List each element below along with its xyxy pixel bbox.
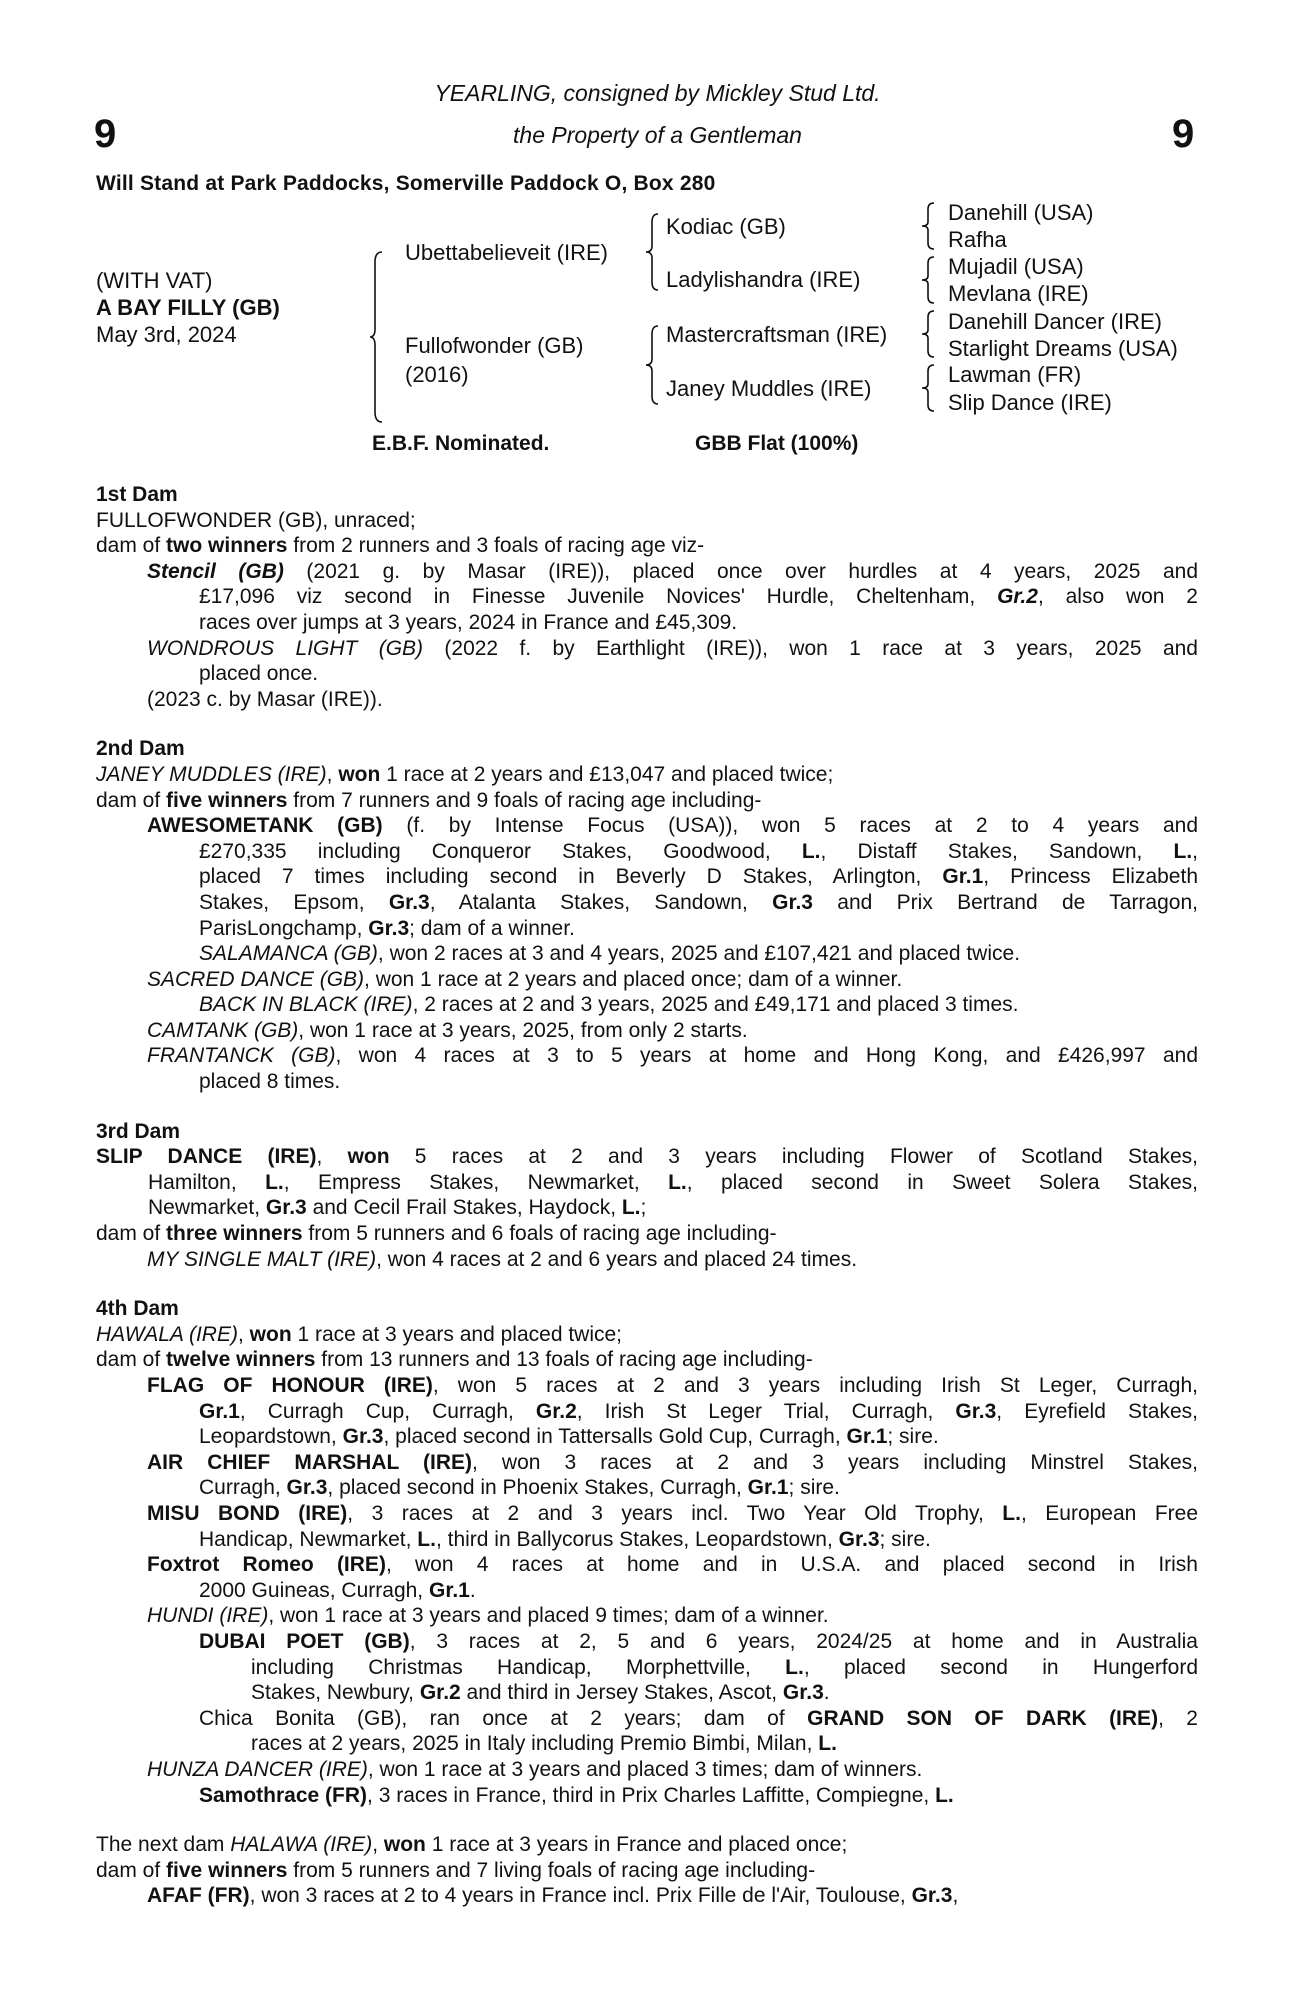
text-line (147, 1883, 1198, 1909)
text-line (147, 687, 1198, 713)
text-run: , 2 races at 2 and 3 years, 2025 and £49,171 and placed 3 times. (412, 993, 1019, 1017)
emphasis-text: Gr.3 (955, 1399, 997, 1423)
text-run: , (316, 1145, 348, 1169)
text-run: FULLOFWONDER (GB), unraced; (96, 508, 416, 532)
emphasis-text: Gr.2 (535, 1399, 577, 1423)
produce-entry (96, 1018, 1198, 1044)
text-run: , (326, 762, 339, 786)
text-line (96, 762, 1198, 788)
text-line (147, 890, 1198, 916)
text-run: 5 races at 2 and 3 years including Flower of Scotland Stakes, (389, 1145, 1199, 1169)
text-run: Stakes, Epsom, (199, 890, 389, 914)
text-run: placed 7 times including second in Beverly D Stakes, Arlington, (199, 865, 943, 889)
text-line (147, 813, 1198, 839)
produce-entry (96, 1603, 1198, 1629)
emphasis-text: Gr.1 (747, 1476, 789, 1500)
text-run: dam of (96, 534, 167, 558)
section-heading: 2nd Dam (96, 737, 185, 761)
text-line (147, 1552, 1198, 1578)
text-line (147, 1527, 1198, 1553)
emphasis-text: MY SINGLE MALT (IRE) (147, 1247, 377, 1271)
emphasis-text: Foxtrot Romeo (IRE) (147, 1553, 386, 1577)
emphasis-text: L. (668, 1170, 687, 1194)
emphasis-text: Gr.3 (911, 1884, 953, 1908)
text-run: ; sire. (879, 1527, 931, 1551)
text-run: races at 2 years, 2025 in Italy including Premio Bimbi, Milan, (251, 1732, 819, 1756)
emphasis-text: Gr.3 (265, 1196, 307, 1220)
text-run: , (372, 1833, 384, 1857)
text-run: £17,096 viz second in Finesse Juvenile Novices' Hurdle, Cheltenham, (199, 585, 998, 609)
emphasis-text: three winners (166, 1222, 303, 1246)
ancestor-g3: Danehill Dancer (IRE) (948, 309, 1162, 334)
dam-dam: Janey Muddles (IRE) (666, 376, 872, 401)
text-run: Curragh, (199, 1476, 287, 1500)
produce-entry (96, 1552, 1198, 1603)
text-run: , won 3 races at 2 to 4 years in France incl. Prix Fille de l'Air, Toulouse, (249, 1884, 912, 1908)
text-run: , 3 races at 2, 5 and 6 years, 2024/25 at home and in Australia (409, 1629, 1198, 1653)
text-run: , won 4 races at 3 to 5 years at home and Hong Kong, and £426,997 and (335, 1044, 1198, 1068)
emphasis-text: Gr.1 (428, 1578, 470, 1602)
produce-entry (96, 1373, 1198, 1450)
emphasis-text: two winners (166, 534, 288, 558)
text-run: Handicap, Newmarket, (199, 1527, 418, 1551)
emphasis-text: AIR CHIEF MARSHAL (IRE) (147, 1450, 473, 1474)
text-run: placed 8 times. (199, 1070, 341, 1094)
produce-entry (96, 1783, 1198, 1809)
text-line (199, 1680, 1198, 1706)
lot-number-right: 9 (1172, 112, 1195, 156)
emphasis-text: AFAF (FR) (147, 1884, 250, 1908)
text-line (147, 967, 1198, 993)
text-run: Leopardstown, (199, 1425, 343, 1449)
text-run: The next dam (96, 1833, 231, 1857)
text-run: , placed second in Tattersalls Gold Cup, Curragh, (383, 1425, 847, 1449)
text-line (199, 992, 1198, 1018)
emphasis-text: Gr.3 (342, 1425, 384, 1449)
brace-sire (646, 214, 658, 290)
produce-entry (96, 636, 1198, 687)
dam: Fullofwonder (GB) (405, 333, 584, 358)
text-line (96, 1858, 1198, 1884)
produce-entry (96, 941, 1198, 967)
emphasis-text: Gr.3 (368, 916, 410, 940)
text-run: 1 race at 3 years in France and placed once; (425, 1833, 848, 1857)
produce-entry (96, 1629, 1198, 1706)
sire-sire: Kodiac (GB) (666, 214, 786, 239)
text-run: from 7 runners and 9 foals of racing age including- (287, 788, 762, 812)
emphasis-text: L. (1173, 839, 1193, 863)
text-line (96, 1144, 1198, 1170)
section-heading: 4th Dam (96, 1297, 179, 1321)
emphasis-text: HAWALA (IRE) (96, 1322, 238, 1346)
emphasis-text: SLIP DANCE (IRE) (96, 1145, 317, 1169)
vat-note: (WITH VAT) (96, 268, 213, 293)
brace-g3-1 (922, 203, 934, 249)
emphasis-text: five winners (166, 788, 288, 812)
text-run: , won 1 race at 3 years and placed 9 times; dam of a winner. (268, 1604, 829, 1628)
text-line (199, 1706, 1198, 1732)
emphasis-text: HUNZA DANCER (IRE) (147, 1757, 368, 1781)
text-run: from 13 runners and 13 foals of racing age including- (315, 1348, 813, 1372)
produce-entry (96, 967, 1198, 993)
produce-entry (96, 508, 1198, 534)
text-line (96, 1322, 1198, 1348)
text-line (147, 1603, 1198, 1629)
emphasis-text: JANEY MUDDLES (IRE) (96, 762, 327, 786)
text-run: , 2 (1158, 1706, 1198, 1730)
text-line (199, 1783, 1198, 1809)
emphasis-text: DUBAI POET (GB) (199, 1629, 410, 1653)
text-run: , Empress Stakes, Newmarket, (283, 1170, 669, 1194)
dam-sire: Mastercraftsman (IRE) (666, 322, 888, 347)
text-run: , won 4 races at 2 and 6 years and placed 24 times. (376, 1247, 858, 1271)
produce-entry (96, 788, 1198, 814)
produce-entry (96, 813, 1198, 941)
text-run: (2021 g. by Masar (IRE)), placed once over hurdles at 4 years, 2025 and (283, 559, 1199, 583)
emphasis-text: L. (801, 839, 821, 863)
ancestor-g3: Danehill (USA) (948, 200, 1094, 225)
emphasis-text: Gr.3 (388, 890, 430, 914)
stand-location: Will Stand at Park Paddocks, Somerville Paddock O, Box 280 (96, 172, 716, 195)
produce-entry (96, 1347, 1198, 1373)
text-line (147, 661, 1198, 687)
emphasis-text: HUNDI (IRE) (147, 1604, 269, 1628)
ancestor-g3: Lawman (FR) (948, 362, 1082, 387)
text-line (147, 1424, 1198, 1450)
lot-number-left: 9 (94, 112, 117, 156)
text-line (96, 1195, 1198, 1221)
text-run: , placed second in Phoenix Stakes, Curragh, (327, 1476, 748, 1500)
text-run: , 3 races in France, third in Prix Charles Laffitte, Compiegne, (367, 1783, 936, 1807)
produce-entry (96, 1883, 1198, 1909)
dam-section (96, 1832, 1198, 1909)
produce-record (96, 482, 1198, 1933)
text-run: Newmarket, (148, 1196, 266, 1220)
dam-section (96, 482, 1198, 712)
text-run: , won 1 race at 2 years and placed once; dam of a winner. (364, 967, 903, 991)
text-run: (f. by Intense Focus (USA)), won 5 races at 2 to 4 years and (382, 814, 1198, 838)
text-run: from 2 runners and 3 foals of racing age viz- (287, 534, 705, 558)
emphasis-text: GRAND SON OF DARK (IRE) (807, 1706, 1159, 1730)
produce-entry (96, 533, 1198, 559)
emphasis-text: Gr.3 (286, 1476, 328, 1500)
emphasis-text: Samothrace (FR) (199, 1783, 368, 1807)
text-run: , Atalanta Stakes, Sandown, (429, 890, 773, 914)
text-line (147, 864, 1198, 890)
text-run: , won 2 races at 3 and 4 years, 2025 and £107,421 and placed twice. (377, 942, 1021, 966)
text-line (147, 584, 1198, 610)
emphasis-text: Stencil (GB) (147, 559, 284, 583)
text-line (96, 508, 1198, 534)
text-line (147, 1069, 1198, 1095)
emphasis-text: CAMTANK (GB) (147, 1018, 299, 1042)
emphasis-text: L. (1002, 1501, 1021, 1525)
produce-entry (96, 1144, 1198, 1221)
text-run: , won 5 races at 2 and 3 years including Irish St Leger, Curragh, (432, 1374, 1198, 1397)
sire-dam: Ladylishandra (IRE) (666, 267, 861, 292)
brace-dam (646, 326, 658, 404)
emphasis-text: MISU BOND (IRE) (147, 1501, 348, 1525)
emphasis-text: BACK IN BLACK (IRE) (199, 993, 413, 1017)
text-run: , placed second in Sweet Solera Stakes, (686, 1170, 1199, 1194)
text-run: and Cecil Frail Stakes, Haydock, (306, 1196, 622, 1220)
emphasis-text: twelve winners (166, 1348, 316, 1372)
text-run: ; (640, 1196, 647, 1220)
text-run: , Princess Elizabeth (983, 865, 1198, 889)
gbb-flat: GBB Flat (100%) (695, 432, 859, 455)
emphasis-text: FLAG OF HONOUR (IRE) (147, 1374, 433, 1397)
text-run: , Distaff Stakes, Sandown, (820, 839, 1174, 863)
text-line (147, 839, 1198, 865)
text-run: 1 race at 2 years and £13,047 and placed twice; (380, 762, 834, 786)
text-line (147, 1757, 1198, 1783)
produce-entry (96, 1322, 1198, 1348)
text-run: , European Free (1020, 1501, 1198, 1525)
produce-entry (96, 1858, 1198, 1884)
text-run: dam of (96, 1222, 167, 1246)
text-run: ; sire. (887, 1425, 939, 1449)
text-run: dam of (96, 1348, 167, 1372)
text-run: Hamilton, (148, 1170, 266, 1194)
text-run: Chica Bonita (GB), ran once at 2 years; dam of (199, 1706, 808, 1730)
text-line (96, 1832, 1198, 1858)
text-run: dam of (96, 788, 167, 812)
text-line (147, 1475, 1198, 1501)
text-run: £270,335 including Conqueror Stakes, Goodwood, (199, 839, 802, 863)
text-line (147, 1018, 1198, 1044)
emphasis-text: L. (621, 1196, 641, 1220)
produce-entry (96, 992, 1198, 1018)
ancestor-g3: Mevlana (IRE) (948, 281, 1089, 306)
ebf-nominated: E.B.F. Nominated. (372, 432, 550, 455)
emphasis-text: won (347, 1145, 390, 1169)
emphasis-text: HALAWA (IRE) (230, 1833, 373, 1857)
text-line (147, 916, 1198, 942)
emphasis-text: won (338, 762, 381, 786)
text-run: , placed second in Hungerford (803, 1655, 1198, 1679)
produce-entry (96, 1706, 1198, 1757)
text-run: , (952, 1884, 959, 1908)
ancestor-g3: Slip Dance (IRE) (948, 390, 1112, 415)
emphasis-text: AWESOMETANK (GB) (147, 814, 383, 838)
text-line (96, 533, 1198, 559)
text-run: races over jumps at 3 years, 2024 in France and £45,309. (199, 610, 738, 634)
text-run: and Prix Bertrand de Tarragon, (813, 890, 1198, 914)
text-run: , Irish St Leger Trial, Curragh, (576, 1399, 956, 1423)
text-line (96, 1347, 1198, 1373)
brace-g3-4 (922, 365, 934, 411)
emphasis-text: five winners (166, 1858, 288, 1882)
text-line (147, 1043, 1198, 1069)
emphasis-text: Gr.3 (772, 890, 813, 914)
emphasis-text: FRANTANCK (GB) (147, 1044, 336, 1068)
text-run: , (1192, 839, 1199, 863)
brace-g3-3 (922, 311, 934, 357)
text-run: . (823, 1681, 830, 1705)
text-line (147, 559, 1198, 585)
produce-entry (96, 1757, 1198, 1783)
dam-section (96, 1296, 1198, 1808)
text-run: ; dam of a winner. (409, 916, 575, 940)
emphasis-text: Gr.3 (782, 1681, 824, 1705)
text-run: Stakes, Newbury, (251, 1681, 420, 1705)
brace-gen1 (370, 252, 382, 422)
text-line (96, 1170, 1198, 1196)
ancestor-g3: Starlight Dreams (USA) (948, 336, 1178, 361)
produce-entry (96, 1501, 1198, 1552)
produce-entry (96, 1043, 1198, 1094)
text-line (147, 636, 1198, 662)
text-run: ParisLongchamp, (199, 916, 369, 940)
text-line (96, 788, 1198, 814)
emphasis-text: Gr.1 (199, 1399, 240, 1423)
dam-section (96, 736, 1198, 1094)
text-run: , Curragh Cup, Curragh, (239, 1399, 536, 1423)
produce-entry (96, 1832, 1198, 1858)
emphasis-text: L. (785, 1655, 804, 1679)
produce-entry (96, 762, 1198, 788)
brace-g3-2 (922, 257, 934, 303)
text-line (147, 1578, 1198, 1604)
text-line (147, 1399, 1198, 1425)
text-run: , third in Ballycorus Stakes, Leopardstown, (435, 1527, 839, 1551)
text-run: (2023 c. by Masar (IRE)). (147, 687, 383, 711)
foaling-date: May 3rd, 2024 (96, 322, 237, 347)
consignor-line: YEARLING, consigned by Mickley Stud Ltd. (434, 80, 881, 106)
text-run: and third in Jersey Stakes, Ascot, (460, 1681, 783, 1705)
text-line (147, 1501, 1198, 1527)
text-run: from 5 runners and 7 living foals of racing age including- (287, 1858, 816, 1882)
text-run: , won 1 race at 3 years, 2025, from only 2 starts. (298, 1018, 748, 1042)
text-run: 1 race at 3 years and placed twice; (291, 1322, 623, 1346)
ancestor-g3: Rafha (948, 227, 1007, 252)
text-line (199, 1629, 1198, 1655)
text-run: . (469, 1578, 476, 1602)
text-run: 2000 Guineas, Curragh, (199, 1578, 429, 1602)
dam-foaling-year: (2016) (405, 362, 469, 387)
text-line (96, 1221, 1198, 1247)
text-run: , won 3 races at 2 and 3 years including Minstrel Stakes, (472, 1450, 1198, 1474)
produce-entry (96, 559, 1198, 636)
emphasis-text: L. (935, 1783, 954, 1807)
emphasis-text: SACRED DANCE (GB) (147, 967, 365, 991)
text-line (147, 1450, 1198, 1476)
dam-section (96, 1119, 1198, 1273)
text-line (147, 1247, 1198, 1273)
emphasis-text: WONDROUS LIGHT (GB) (147, 636, 424, 660)
emphasis-text: won (249, 1322, 292, 1346)
emphasis-text: Gr.3 (838, 1527, 880, 1551)
emphasis-text: L. (265, 1170, 284, 1194)
ancestor-g3: Mujadil (USA) (948, 254, 1084, 279)
emphasis-text: Gr.2 (419, 1681, 461, 1705)
text-run: from 5 runners and 6 foals of racing age including- (302, 1222, 777, 1246)
text-run: (2022 f. by Earthlight (IRE)), won 1 race at 3 years, 2025 and (423, 636, 1198, 660)
emphasis-text: Gr.1 (846, 1425, 888, 1449)
sire: Ubettabelieveit (IRE) (405, 240, 608, 265)
text-line (199, 1655, 1198, 1681)
emphasis-text: SALAMANCA (GB) (199, 942, 378, 966)
text-run: , (237, 1322, 250, 1346)
text-run: , also won 2 (1037, 585, 1198, 609)
text-run: ; sire. (788, 1476, 840, 1500)
property-line: the Property of a Gentleman (513, 122, 802, 148)
text-run: , 3 races at 2 and 3 years incl. Two Year Old Trophy, (347, 1501, 1003, 1525)
produce-entry (96, 1221, 1198, 1247)
text-line (147, 610, 1198, 636)
emphasis-text: Gr.2 (997, 585, 1038, 609)
text-run: including Christmas Handicap, Morphettville, (251, 1655, 786, 1679)
section-heading: 3rd Dam (96, 1119, 181, 1143)
produce-entry (96, 1247, 1198, 1273)
produce-entry (96, 687, 1198, 713)
emphasis-text: Gr.1 (942, 865, 984, 889)
text-run: , Eyrefield Stakes, (996, 1399, 1198, 1423)
text-line (199, 941, 1198, 967)
emphasis-text: won (383, 1833, 426, 1857)
horse-name: A BAY FILLY (GB) (96, 295, 280, 320)
text-run: placed once. (199, 662, 319, 686)
text-run: , won 1 race at 3 years and placed 3 times; dam of winners. (367, 1757, 923, 1781)
text-run: , won 4 races at home and in U.S.A. and placed second in Irish (385, 1553, 1198, 1577)
text-line (199, 1731, 1198, 1757)
emphasis-text: L. (417, 1527, 436, 1551)
text-run: dam of (96, 1858, 167, 1882)
text-line (147, 1373, 1198, 1399)
section-heading: 1st Dam (96, 483, 178, 506)
emphasis-text: L. (818, 1732, 837, 1756)
produce-entry (96, 1450, 1198, 1501)
